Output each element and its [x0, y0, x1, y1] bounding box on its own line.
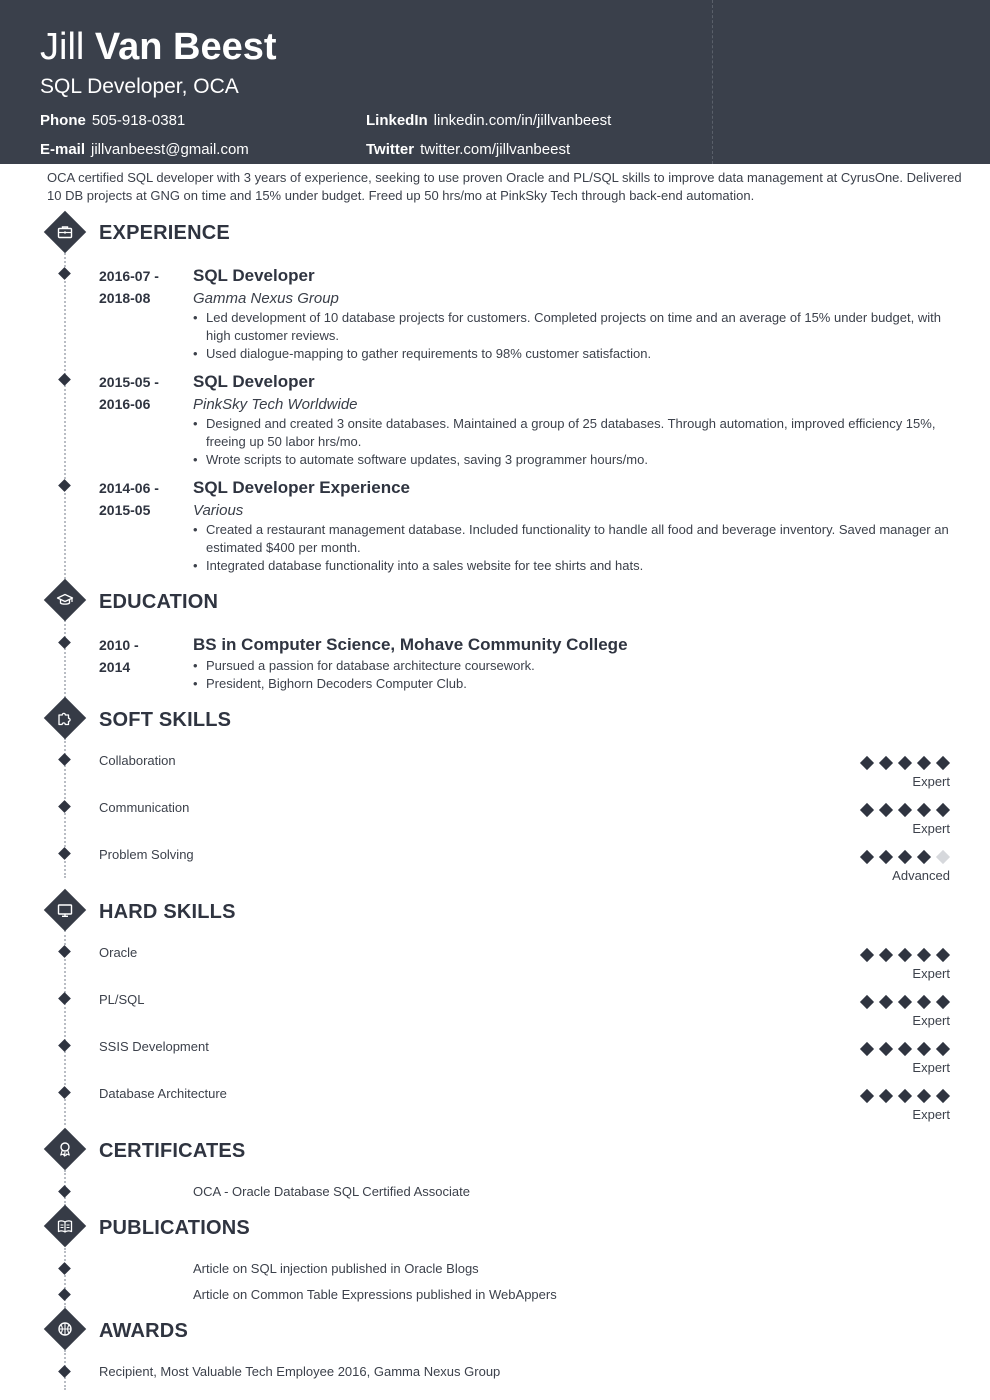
contact-value: jillvanbeest@gmail.com: [91, 141, 249, 158]
timeline-dot: [58, 1086, 71, 1099]
rating-dot-filled: [917, 756, 931, 770]
timeline-dot: [58, 800, 71, 813]
job-bullets: [193, 521, 963, 575]
rating-dot-filled: [860, 1089, 874, 1103]
monitor-icon: [44, 889, 86, 931]
contact-label: Twitter: [366, 141, 415, 158]
rating-dot-filled: [860, 850, 874, 864]
job-date-start: 2015-05 -: [99, 374, 159, 390]
job-date-end: 2016-06: [99, 396, 151, 412]
briefcase-icon: [44, 211, 86, 253]
education-date-end: 2014: [99, 659, 131, 675]
timeline-dot: [58, 847, 71, 860]
rating-dot-filled: [936, 803, 950, 817]
job-company: Gamma Nexus Group: [193, 290, 339, 307]
contact-value: twitter.com/jillvanbeest: [420, 141, 571, 158]
skill-name: Oracle: [99, 945, 138, 960]
publication-item: Article on Common Table Expressions published in WebAppers: [193, 1287, 557, 1302]
rating-dot-filled: [936, 1042, 950, 1056]
rating-dot-filled: [879, 756, 893, 770]
timeline-dot: [58, 479, 71, 492]
timeline-dot: [58, 267, 71, 280]
skill-rating: [860, 948, 952, 962]
rating-dot-filled: [879, 948, 893, 962]
job-role: SQL Developer Experience: [193, 478, 411, 497]
timeline-dot: [58, 1365, 71, 1378]
contact-twitter: [366, 140, 570, 160]
first-name: Jill: [40, 26, 85, 68]
list-item: • Created a restaurant management database. Included functionality to handle all food and beverage inventory. Saved manager an estimated $400 per month.: [193, 521, 963, 557]
skill-level: Expert: [912, 821, 950, 836]
publication-item: Article on SQL injection published in Oracle Blogs: [193, 1261, 479, 1276]
rating-dot-filled: [917, 803, 931, 817]
rating-dot-filled: [860, 948, 874, 962]
skill-name: Problem Solving: [99, 847, 194, 862]
candidate-title: SQL Developer, OCA: [40, 75, 239, 98]
experience-heading: EXPERIENCE: [99, 222, 230, 244]
rating-dot-filled: [898, 995, 912, 1009]
graduation-cap-icon: [44, 579, 86, 621]
list-item: • President, Bighorn Decoders Computer Club.: [193, 675, 963, 693]
timeline-dot: [58, 945, 71, 958]
list-item: • Integrated database functionality into a sales website for tee shirts and hats.: [193, 557, 963, 575]
award-ribbon-icon: [44, 1128, 86, 1170]
timeline-dot: [58, 1185, 71, 1198]
rating-dot-filled: [898, 948, 912, 962]
rating-dot-filled: [936, 995, 950, 1009]
certificates-heading: CERTIFICATES: [99, 1140, 246, 1162]
rating-dot-filled: [860, 995, 874, 1009]
publications-heading: PUBLICATIONS: [99, 1217, 250, 1239]
skill-level: Expert: [912, 774, 950, 789]
certificate-item: OCA - Oracle Database SQL Certified Associate: [193, 1184, 470, 1199]
contact-label: Phone: [40, 112, 86, 129]
job-role: SQL Developer: [193, 372, 315, 391]
timeline-dot: [58, 373, 71, 386]
timeline-dot: [58, 1262, 71, 1275]
rating-dot-filled: [860, 756, 874, 770]
rating-dot-filled: [898, 850, 912, 864]
soft-skills-heading: SOFT SKILLS: [99, 709, 232, 731]
skill-rating: [860, 995, 952, 1009]
book-icon: [44, 1205, 86, 1247]
header-divider: [712, 0, 713, 164]
skill-level: Expert: [912, 1060, 950, 1075]
job-date-start: 2016-07 -: [99, 268, 159, 284]
education-degree: BS in Computer Science, Mohave Community College: [193, 635, 628, 654]
skill-rating: [860, 1089, 952, 1103]
job-role: SQL Developer: [193, 266, 315, 285]
job-date-end: 2018-08: [99, 290, 151, 306]
skill-name: SSIS Development: [99, 1039, 209, 1054]
resume-header: [0, 0, 990, 164]
summary-text: OCA certified SQL developer with 3 years of experience, seeking to use proven Oracle and PL/SQL skills to improve data management at CyrusOne. Delivered 10 DB projects at GNG on time and 15% under budget. Freed up 50 hrs/mo at PinkSky Tech through back-end automation.: [47, 170, 962, 203]
basketball-icon: [44, 1308, 86, 1350]
job-company: PinkSky Tech Worldwide: [193, 396, 358, 413]
skill-level: Expert: [912, 1013, 950, 1028]
rating-dot-filled: [898, 803, 912, 817]
skill-rating: [860, 1042, 952, 1056]
skill-name: PL/SQL: [99, 992, 145, 1007]
rating-dot-filled: [898, 1089, 912, 1103]
timeline-dot: [58, 1039, 71, 1052]
rating-dot-filled: [936, 756, 950, 770]
skill-level: Expert: [912, 966, 950, 981]
rating-dot-filled: [860, 1042, 874, 1056]
job-bullets: [193, 415, 963, 469]
rating-dot-filled: [898, 756, 912, 770]
timeline-dot: [58, 753, 71, 766]
list-item: • Designed and created 3 onsite databases. Maintained a group of 25 databases. Through automation, improved efficiency 15%, freeing up 50 labor hrs/mo.: [193, 415, 963, 451]
skill-rating: [860, 803, 952, 817]
skill-name: Communication: [99, 800, 190, 815]
timeline-line: [64, 250, 66, 590]
rating-dot-filled: [879, 1042, 893, 1056]
contact-value: linkedin.com/in/jillvanbeest: [433, 112, 612, 129]
skill-level: Expert: [912, 1107, 950, 1122]
job-company: Various: [193, 502, 244, 519]
timeline-dot: [58, 992, 71, 1005]
rating-dot-filled: [898, 1042, 912, 1056]
job-date-start: 2014-06 -: [99, 480, 159, 496]
last-name: Van Beest: [94, 26, 277, 68]
skill-rating: [860, 756, 952, 770]
job-date-end: 2015-05: [99, 502, 151, 518]
contact-linkedin: [366, 111, 611, 131]
skill-name: Collaboration: [99, 753, 176, 768]
education-heading: EDUCATION: [99, 591, 219, 613]
contact-label: E-mail: [40, 141, 86, 158]
puzzle-icon: [44, 697, 86, 739]
list-item: • Led development of 10 database projects for customers. Completed projects on time and an average of 15% under budget, with high customer reviews.: [193, 309, 963, 345]
candidate-name: [40, 24, 277, 70]
rating-dot-filled: [879, 995, 893, 1009]
rating-dot-filled: [936, 1089, 950, 1103]
rating-dot-filled: [860, 803, 874, 817]
job-bullets: [193, 309, 963, 363]
contact-label: LinkedIn: [366, 112, 428, 129]
rating-dot-filled: [917, 1042, 931, 1056]
rating-dot-filled: [917, 995, 931, 1009]
timeline-dot: [58, 636, 71, 649]
skill-name: Database Architecture: [99, 1086, 227, 1101]
contact-value: 505-918-0381: [91, 112, 186, 129]
award-item: Recipient, Most Valuable Tech Employee 2016, Gamma Nexus Group: [99, 1364, 501, 1379]
list-item: • Pursued a passion for database architecture coursework.: [193, 657, 963, 675]
rating-dot-filled: [879, 850, 893, 864]
education-date-start: 2010 -: [99, 637, 139, 653]
rating-dot-filled: [917, 948, 931, 962]
timeline-dot: [58, 1288, 71, 1301]
rating-dot-filled: [917, 850, 931, 864]
rating-dot-filled: [879, 1089, 893, 1103]
rating-dot-empty: [936, 850, 950, 864]
list-item: • Used dialogue-mapping to gather requirements to 98% customer satisfaction.: [193, 345, 963, 363]
education-bullets: [193, 657, 963, 693]
skill-rating: [860, 850, 952, 864]
rating-dot-filled: [917, 1089, 931, 1103]
contact-phone: [40, 111, 185, 131]
awards-heading: AWARDS: [99, 1320, 188, 1342]
rating-dot-filled: [936, 948, 950, 962]
rating-dot-filled: [879, 803, 893, 817]
skill-level: Advanced: [892, 868, 950, 883]
contact-email: [40, 140, 249, 160]
hard-skills-heading: HARD SKILLS: [99, 901, 236, 923]
list-item: • Wrote scripts to automate software updates, saving 3 programmer hours/mo.: [193, 451, 963, 469]
